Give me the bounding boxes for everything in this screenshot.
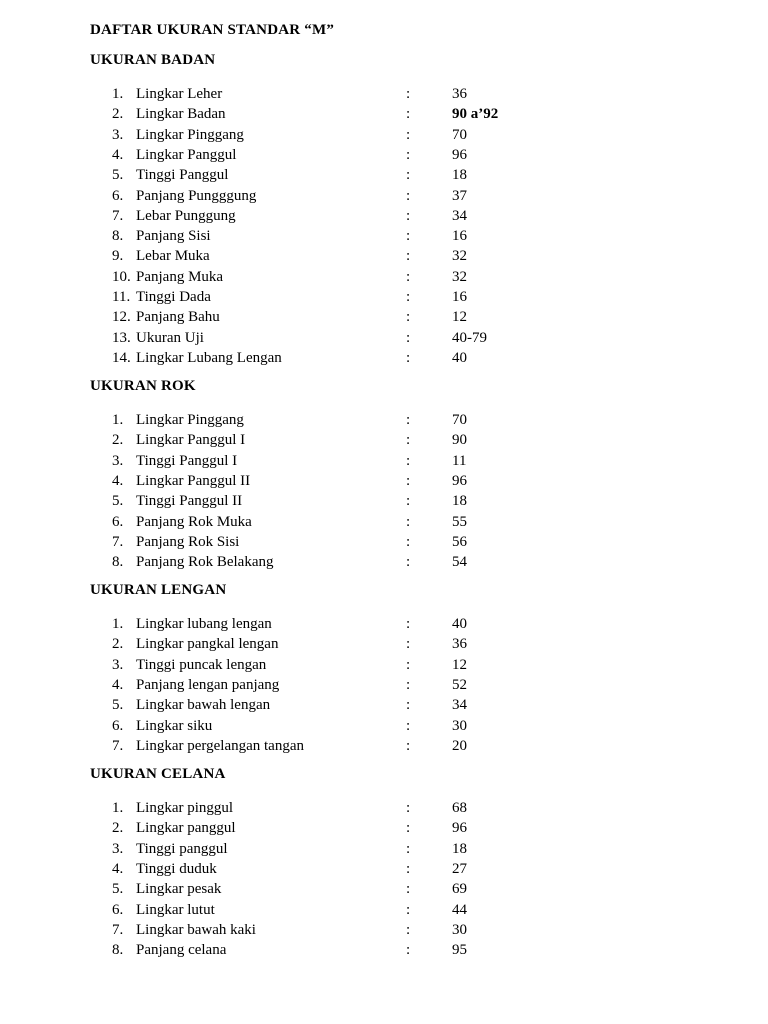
measurement-value: 52 [452,676,467,693]
measurement-value: 32 [452,268,467,285]
measurement-value: 96 [452,472,467,489]
separator-colon: : [406,881,411,898]
measurement-value: 90 a’92 [452,106,499,123]
item-number: 2. [112,106,124,123]
item-number: 12. [112,309,131,326]
item-number: 5. [112,167,124,184]
measurement-row [0,695,768,715]
separator-colon: : [406,432,411,449]
separator-colon: : [406,187,411,204]
separator-colon: : [406,329,411,346]
measurement-value: 56 [452,533,467,550]
item-number: 3. [112,656,124,673]
measurement-row [0,348,768,368]
measurement-row [0,736,768,756]
measurement-label: Lingkar pinggul [136,800,234,816]
separator-colon: : [406,800,411,816]
item-number: 2. [112,636,124,653]
item-number: 7. [112,533,124,550]
separator-colon: : [406,228,411,245]
measurement-value: 96 [452,146,467,163]
measurement-value: 11 [452,452,467,469]
measurement-row [0,471,768,491]
measurement-value: 16 [452,228,467,245]
separator-colon: : [406,717,411,734]
measurement-value: 30 [452,921,467,938]
measurement-row [0,940,768,960]
measurement-label: Panjang Pungggung [136,187,257,204]
separator-colon: : [406,697,411,714]
measurement-value: 90 [452,432,467,449]
measurement-row [0,328,768,348]
separator-colon: : [406,942,411,959]
measurement-label: Tinggi panggul [136,840,228,857]
measurement-label: Panjang Rok Muka [136,513,252,530]
measurement-label: Lingkar bawah lengan [136,697,271,714]
measurement-value: 69 [452,881,467,898]
measurement-row [0,246,768,266]
measurement-value: 44 [452,901,467,918]
measurement-row [0,287,768,307]
measurement-row [0,634,768,654]
item-number: 5. [112,493,124,510]
separator-colon: : [406,412,411,428]
separator-colon: : [406,452,411,469]
measurement-label: Lingkar Panggul I [136,432,246,449]
separator-colon: : [406,289,411,305]
measurement-value: 40 [452,349,467,366]
separator-colon: : [406,860,411,877]
measurement-label: Panjang Rok Sisi [136,533,240,550]
measurement-value: 96 [452,820,467,837]
item-number: 7. [112,737,124,754]
measurement-value: 12 [452,309,467,326]
measurement-row [0,104,768,124]
measurement-label: Panjang celana [136,942,227,959]
item-number: 4. [112,676,124,693]
item-number: 2. [112,432,124,449]
separator-colon: : [406,309,411,326]
measurement-row [0,920,768,940]
separator-colon: : [406,533,411,550]
measurement-value: 70 [452,412,467,428]
separator-colon: : [406,554,411,571]
item-number: 14. [112,349,131,366]
measurement-label: Tinggi Dada [136,289,211,305]
item-number: 9. [112,248,124,265]
item-number: 6. [112,717,124,734]
item-number: 4. [112,860,124,877]
measurement-row [0,532,768,552]
measurement-label: Panjang Muka [136,268,224,285]
measurement-value: 36 [452,86,467,102]
separator-colon: : [406,493,411,510]
item-number: 1. [112,616,124,632]
separator-colon: : [406,840,411,857]
item-number: 4. [112,472,124,489]
measurement-label: Tinggi Panggul II [136,493,243,510]
separator-colon: : [406,349,411,366]
measurement-row [0,410,768,430]
section-heading: UKURAN BADAN [90,52,216,68]
document-title: DAFTAR UKURAN STANDAR “M” [90,22,335,38]
item-number: 8. [112,228,124,245]
measurement-row [0,451,768,471]
measurement-label: Lingkar Panggul II [136,472,251,489]
separator-colon: : [406,921,411,938]
measurement-label: Lingkar pangkal lengan [136,636,279,653]
separator-colon: : [406,901,411,918]
separator-colon: : [406,106,411,123]
item-number: 7. [112,921,124,938]
measurement-value: 20 [452,737,467,754]
measurement-label: Lingkar bawah kaki [136,921,256,938]
measurement-row [0,226,768,246]
item-number: 8. [112,554,124,571]
measurement-row [0,655,768,675]
item-number: 11. [112,289,131,305]
measurement-value: 54 [452,554,467,571]
separator-colon: : [406,207,411,224]
measurement-label: Tinggi Panggul I [136,452,238,469]
separator-colon: : [406,820,411,837]
item-number: 8. [112,942,124,959]
section-heading: UKURAN CELANA [90,766,226,782]
measurement-label: Tinggi duduk [136,860,217,877]
measurement-label: Lingkar Panggul [136,146,237,163]
measurement-value: 34 [452,697,467,714]
measurement-row [0,839,768,859]
measurement-row [0,145,768,165]
measurement-row [0,675,768,695]
separator-colon: : [406,513,411,530]
item-number: 1. [112,86,124,102]
item-number: 3. [112,452,124,469]
separator-colon: : [406,126,411,143]
measurement-label: Lingkar Leher [136,86,223,102]
measurement-row [0,307,768,327]
item-number: 5. [112,697,124,714]
measurement-label: Lingkar Lubang Lengan [136,349,282,366]
item-number: 4. [112,146,124,163]
measurement-value: 18 [452,840,467,857]
section-heading: UKURAN LENGAN [90,582,227,598]
measurement-value: 36 [452,636,467,653]
measurement-label: Tinggi Panggul [136,167,229,184]
measurement-value: 27 [452,860,467,877]
separator-colon: : [406,656,411,673]
measurement-row [0,798,768,818]
measurement-label: Lingkar siku [136,717,213,734]
measurement-label: Lebar Muka [136,248,210,265]
measurement-label: Lingkar lubang lengan [136,616,272,632]
separator-colon: : [406,616,411,632]
measurement-label: Lingkar Pinggang [136,412,244,428]
measurement-value: 12 [452,656,467,673]
section-heading: UKURAN ROK [90,378,196,394]
measurement-value: 18 [452,167,467,184]
measurement-label: Lingkar panggul [136,820,236,837]
measurement-value: 18 [452,493,467,510]
separator-colon: : [406,146,411,163]
measurement-row [0,900,768,920]
measurement-label: Panjang lengan panjang [136,676,280,693]
measurement-value: 40-79 [452,329,487,346]
measurement-value: 32 [452,248,467,265]
measurement-row [0,491,768,511]
item-number: 1. [112,800,124,816]
item-number: 6. [112,513,124,530]
measurement-value: 40 [452,616,467,632]
measurement-row [0,186,768,206]
measurement-label: Lingkar pergelangan tangan [136,737,304,754]
measurement-label: Panjang Sisi [136,228,211,245]
measurement-label: Lingkar Pinggang [136,126,244,143]
item-number: 2. [112,820,124,837]
measurement-label: Lebar Punggung [136,207,236,224]
measurement-label: Tinggi puncak lengan [136,656,267,673]
item-number: 10. [112,268,131,285]
measurement-row [0,552,768,572]
measurement-label: Ukuran Uji [136,329,204,346]
measurement-row [0,267,768,287]
item-number: 3. [112,840,124,857]
item-number: 1. [112,412,124,428]
separator-colon: : [406,676,411,693]
measurement-label: Lingkar lutut [136,901,215,918]
separator-colon: : [406,167,411,184]
measurement-value: 30 [452,717,467,734]
measurement-label: Lingkar Badan [136,106,226,123]
separator-colon: : [406,248,411,265]
measurement-value: 70 [452,126,467,143]
measurement-value: 34 [452,207,467,224]
measurement-value: 95 [452,942,467,959]
measurement-row [0,84,768,104]
measurement-label: Lingkar pesak [136,881,222,898]
measurement-row [0,818,768,838]
measurement-row [0,125,768,145]
separator-colon: : [406,737,411,754]
item-number: 3. [112,126,124,143]
measurement-value: 55 [452,513,467,530]
item-number: 5. [112,881,124,898]
measurement-value: 16 [452,289,467,305]
item-number: 7. [112,207,124,224]
measurement-row [0,165,768,185]
item-number: 6. [112,187,124,204]
separator-colon: : [406,472,411,489]
measurement-row [0,512,768,532]
item-number: 13. [112,329,131,346]
measurement-row [0,879,768,899]
measurement-row [0,206,768,226]
measurement-row [0,430,768,450]
measurement-label: Panjang Bahu [136,309,220,326]
separator-colon: : [406,86,411,102]
measurement-value: 37 [452,187,467,204]
item-number: 6. [112,901,124,918]
measurement-row [0,859,768,879]
separator-colon: : [406,268,411,285]
separator-colon: : [406,636,411,653]
measurement-row [0,614,768,634]
measurement-value: 68 [452,800,467,816]
measurement-row [0,716,768,736]
measurement-label: Panjang Rok Belakang [136,554,274,571]
